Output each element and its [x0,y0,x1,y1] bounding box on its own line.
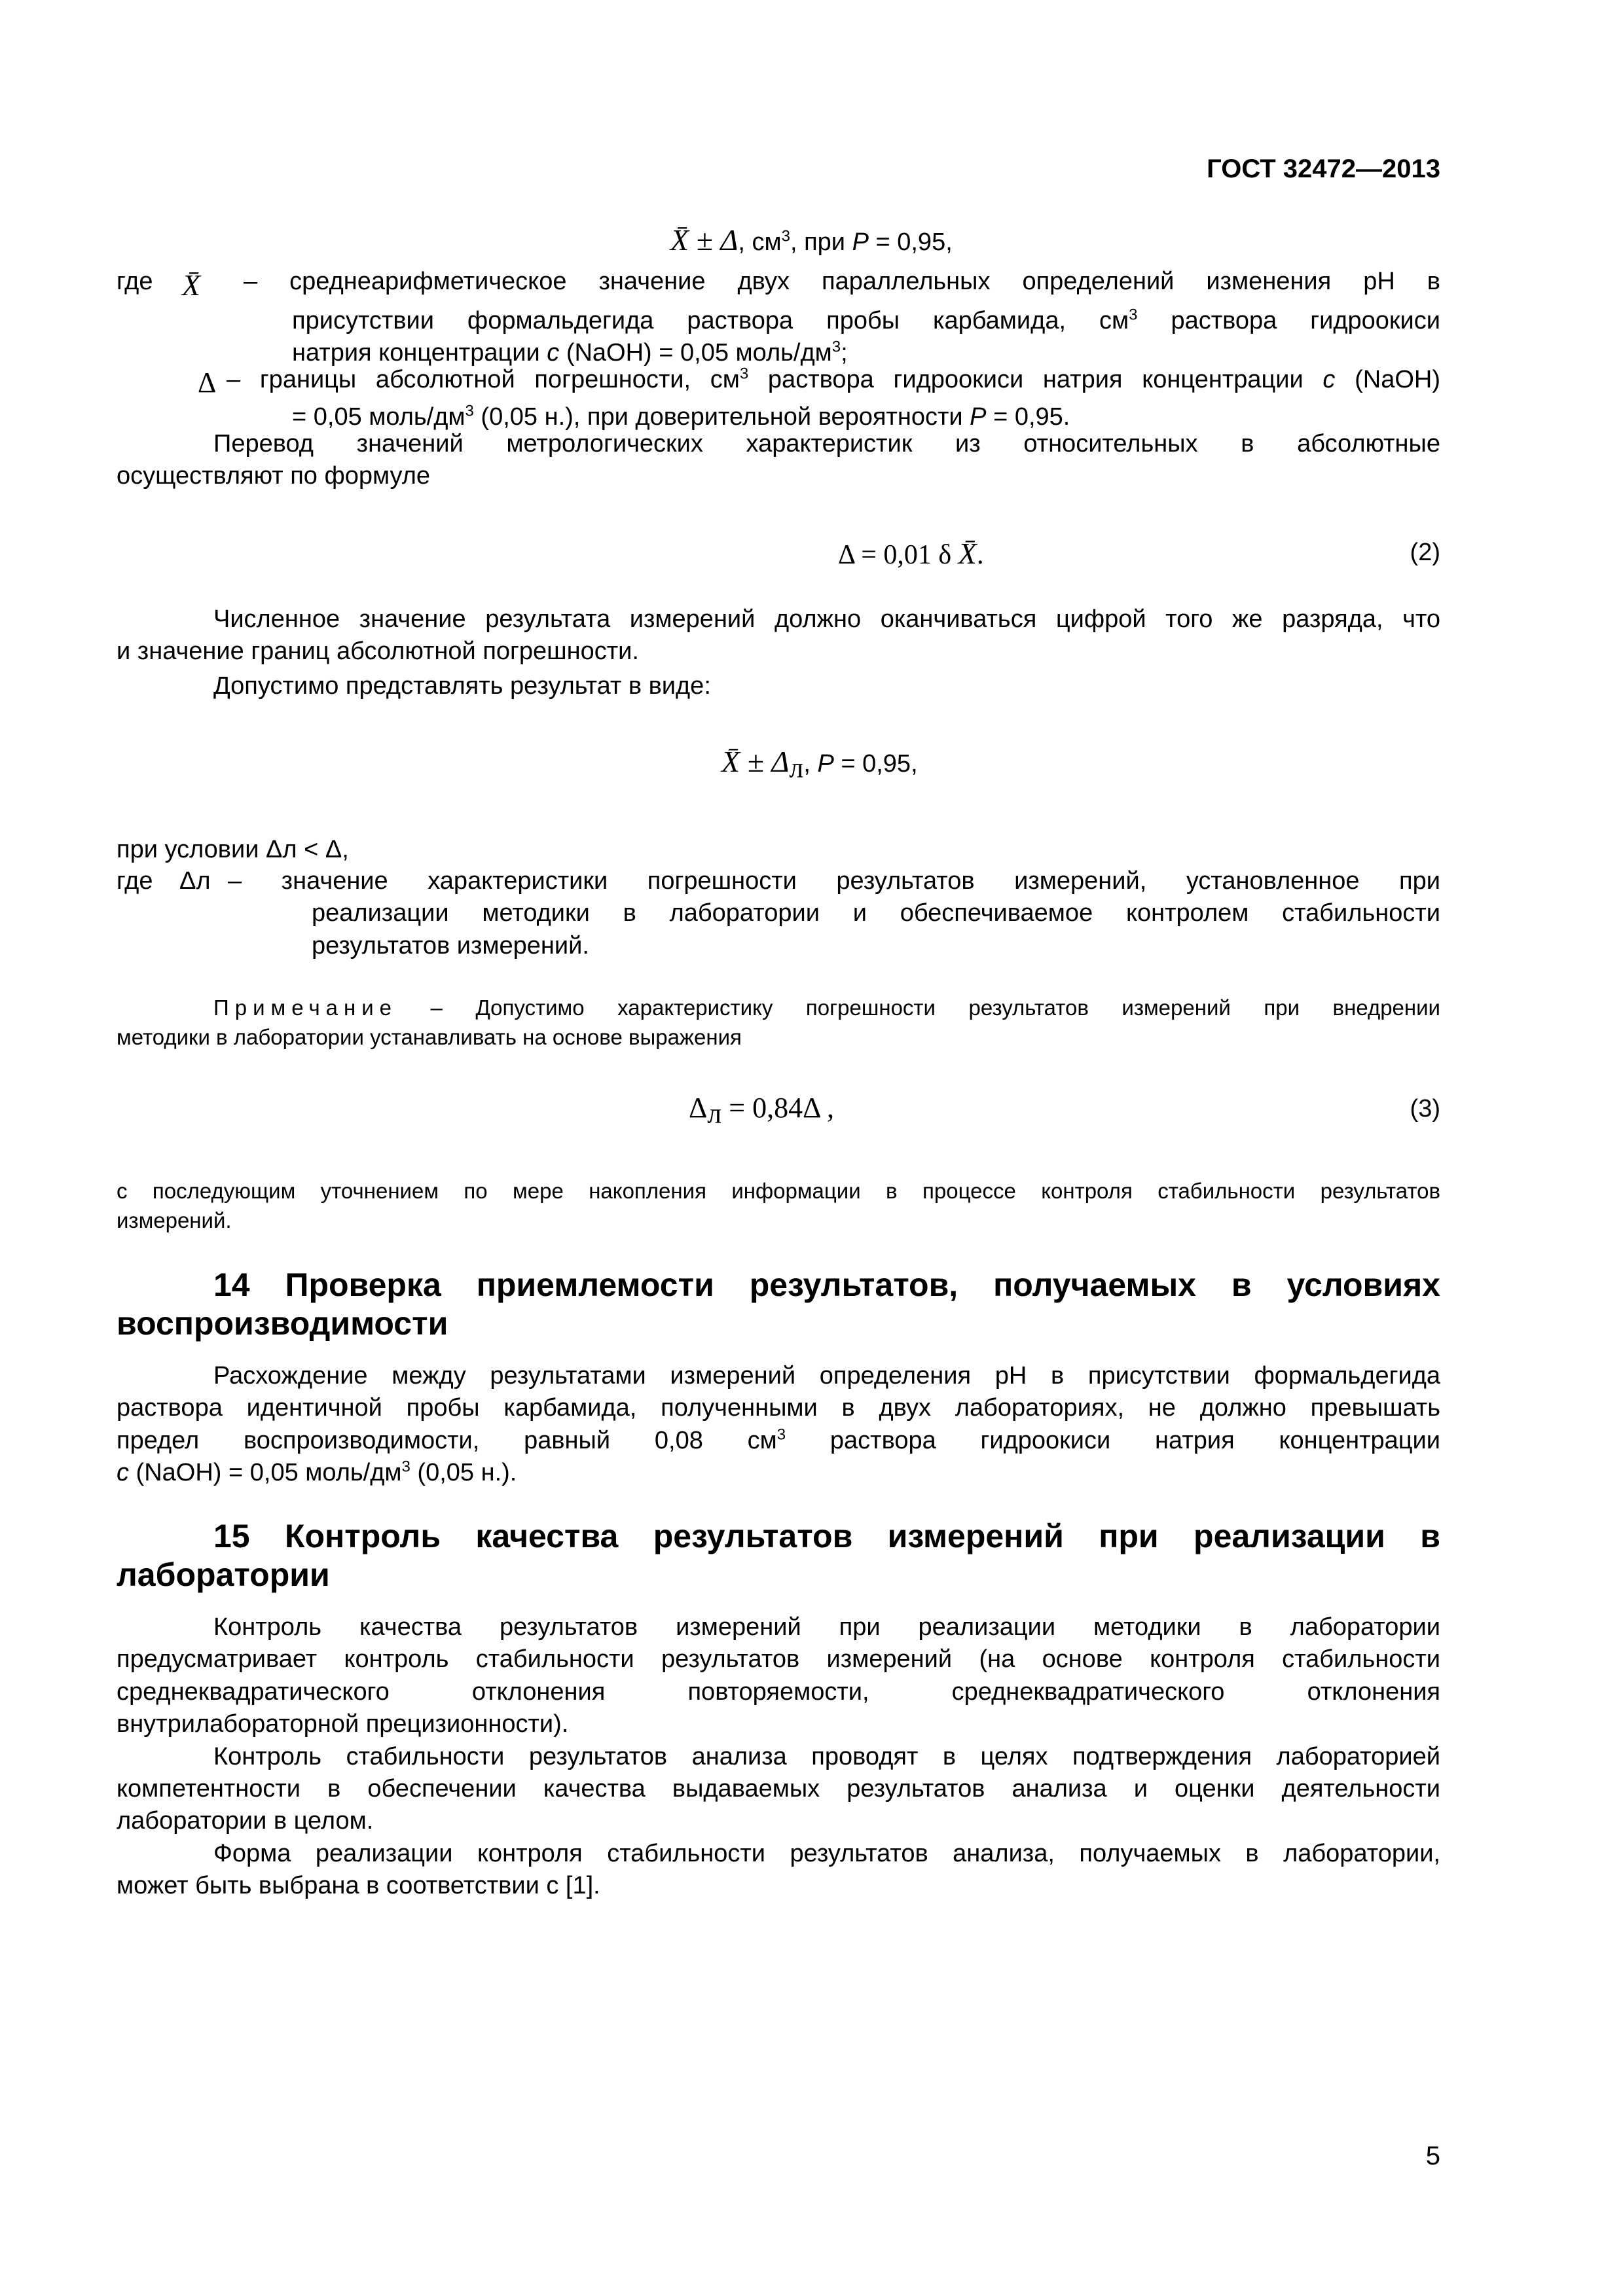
condition-line: при условии Δл < Δ, [117,836,349,863]
section-15-paragraph-2: Контроль стабильности результатов анализа проводят в целях подтверждения лабораторией компетентности в обеспечении качества выдаваемых результатов анализа и оценки деятельности лаборатории в целом. [117,1742,1440,1835]
formula-3-number: (3) [1410,1095,1440,1122]
section-15-paragraph-1: Контроль качества результатов измерений при реализации методики в лаборатории предусматривает контроль стабильности результатов измерений (на основе контроля стабильности среднеквадратического отклонения повторяемости, среднеквадратического отклонения внутрилабораторной прецизионности). [117,1613,1440,1738]
section-15-title: 15 Контроль качества результатов измерений при реализации в лаборатории [117,1518,1440,1593]
section-14-title: 14 Проверка приемлемости результатов, получаемых в условиях воспроизводимости [117,1266,1440,1342]
document-page [117,0,1440,2296]
definition-delta: Δ – границы абсолютной погрешности, $см^3$ раствора гидроокиси натрия концентрации с (NaOH) = 0,05 моль/$дм^3$ (0,05 н.), при доверительной вероятности P = 0,95. [198,365,1440,431]
paragraph-conversion: Перевод значений метрологических характеристик из относительных в абсолютные осуществляют по формуле [117,430,1440,490]
formula-3: $\Delta_л = 0,84\Delta$ , [689,1092,834,1130]
definition-x: где X̄ – среднеарифметическое значение двух параллельных определений изменения рН в присутствии формальдегида раствора пробы карбамида, $см^3$ раствора гидроокиси натрия концентрации с (NaOH) = 0,05 моль/$дм^3$; [117,268,1440,367]
formula-2-number: (2) [1410,539,1440,566]
note: Примечание – Допустимо характеристику погрешности результатов измерений при внедрении методики в лаборатории устанавливать на основе выражения [117,996,1440,1049]
section-14: 14 Проверка приемлемости результатов, получаемых в условиях воспроизводимости Расхождение между результатами измерений определения рН в присутствии формальдегида раствора идентичной пробы карбамида, полученными в двух лабораториях, не должно превышать предел воспроизводимости, равный 0,08 $см^3$ раствора гидроокиси натрия концентрации с (NaOH) = 0,05 моль/$дм^3$ (0,05 н.). [117,1266,1440,1487]
formula-2: Δ = 0,01 δ X̄. [838,537,984,570]
definition-delta-l: где Δл – значение характеристики погрешности результатов измерений, установленное при реализации методики в лаборатории и обеспечиваемое контролем стабильности результатов измерений. [117,867,1440,960]
formula-lab: X̄ ± $\Delta_л$, P = 0,95, [721,745,918,784]
standard-header: ГОСТ 32472—2013 [1207,154,1440,183]
note-tail: с последующим уточнением по мере накопления информации в процессе контроля стабильности результатов измерений. [117,1179,1440,1232]
section-15-paragraph-3: Форма реализации контроля стабильности результатов анализа, получаемых в лаборатории, может быть выбрана в соответствии с [1]. [117,1839,1440,1900]
page-number: 5 [1425,2142,1440,2170]
paragraph-numeric: Численное значение результата измерений должно оканчиваться цифрой того же разряда, что и значение границ абсолютной погрешности. [117,605,1440,666]
section-15 [117,1517,1440,1903]
result-formula: X̄ ± Δ, $см^3$, при P = 0,95, [670,223,953,257]
paragraph-allowed: Допустимо представлять результат в виде: [213,672,711,700]
